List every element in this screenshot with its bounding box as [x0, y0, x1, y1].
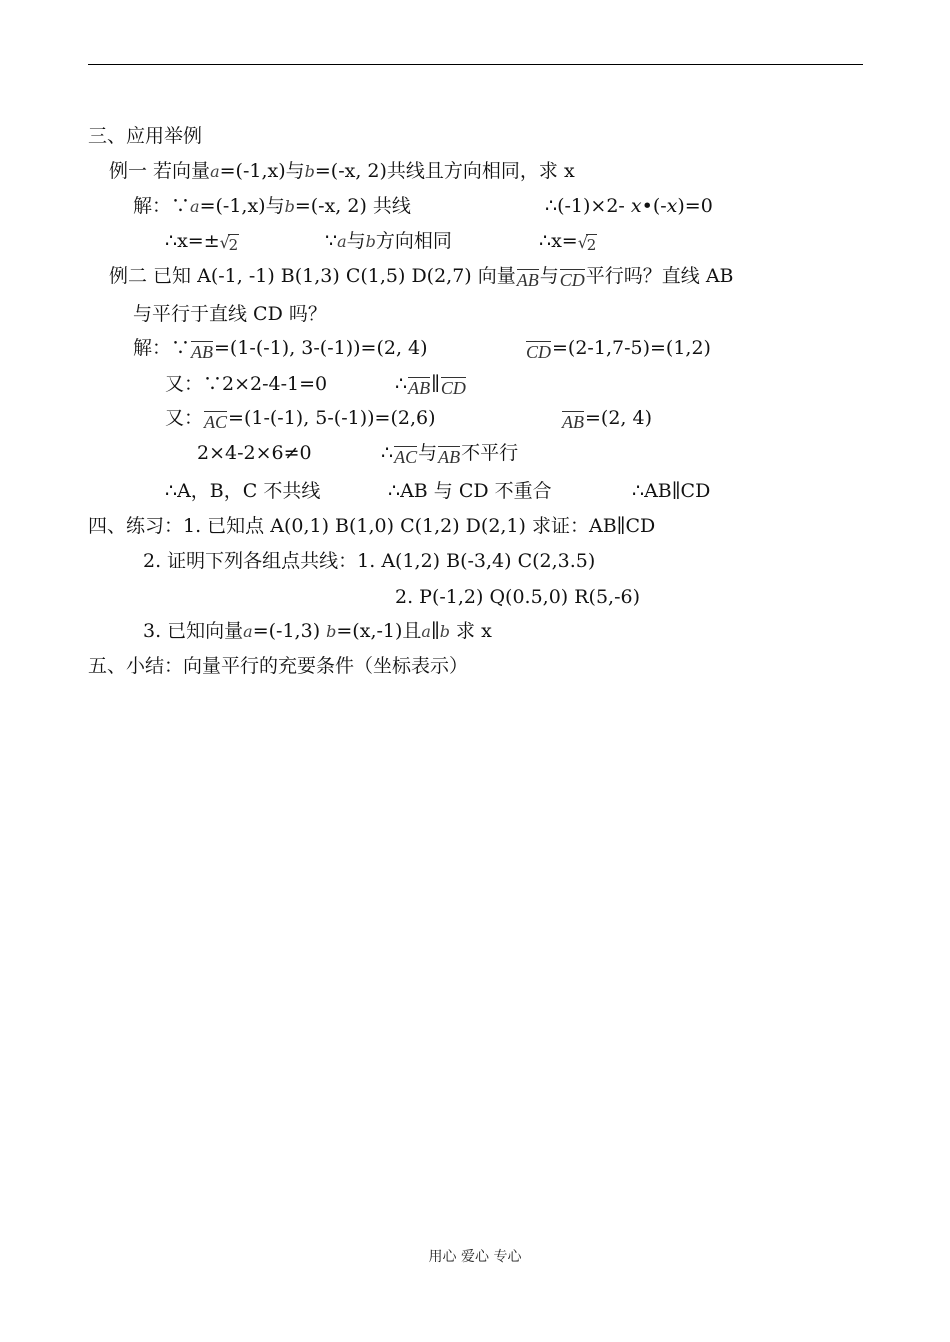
vector-CD: CD — [526, 342, 552, 362]
solution-2-and: 与 — [418, 442, 438, 464]
vector-CD: CD — [440, 378, 466, 398]
solution-1-because: 解：∵ — [133, 195, 191, 217]
example-1-label: 例一 — [109, 160, 148, 182]
example-1-solution-line-2a — [165, 229, 239, 254]
example-2-question — [109, 264, 734, 288]
conclusion-not-collinear: ∴A，B，C 不共线 — [165, 480, 321, 502]
vector-b: b — [304, 162, 315, 181]
section-5-title: 五、小结：向量平行的充要条件（坐标表示） — [88, 655, 469, 677]
solution-2-AB-value-2: =(2, 4) — [585, 407, 653, 429]
solution-1-collinear: =(-x, 2) 共线 — [294, 195, 411, 217]
exercise-1: 1. 已知点 A(0,1) B(1,0) C(1,2) D(2,1) 求证：AB∥CD — [183, 515, 656, 537]
page-footer: 用心 爱心 专心 — [428, 1249, 522, 1265]
example-2-conclusion-b — [388, 479, 552, 503]
solution-1-equation-mid: •(- — [641, 195, 667, 217]
solution-2-because: 解：∵ — [133, 337, 191, 359]
exercise-2-part-2: 2. P(-1,2) Q(0.5,0) R(5,-6) — [395, 586, 641, 608]
parallel-symbol: ∥ — [431, 373, 440, 395]
solution-2-also: 又： — [165, 407, 204, 429]
exercise-3-text-2: =(-1,3) — [252, 620, 327, 642]
example-2-conclusion-a — [165, 479, 320, 503]
solution-1-text: =(-1,x)与 — [199, 195, 285, 217]
variable-x: x — [666, 195, 678, 217]
solution-1-x-equals: ∴x= — [539, 230, 578, 252]
header-rule — [88, 64, 863, 65]
vector-a: a — [421, 622, 431, 641]
vector-a: a — [243, 622, 253, 641]
section-4-line-1 — [88, 514, 655, 538]
solution-2-AC-value: =(1-(-1), 5-(-1))=(2,6) — [228, 407, 436, 429]
vector-AB: AB — [562, 412, 584, 432]
example-1-text-2: =(-1,x)与 — [219, 160, 305, 182]
variable-x: x — [630, 195, 642, 217]
example-2-text-4: 与平行于直线 CD 吗？ — [133, 303, 327, 325]
conclusion-parallel: ∴AB∥CD — [632, 480, 711, 502]
section-4-line-3 — [395, 585, 640, 609]
example-2-solution-line-3-right — [561, 406, 652, 430]
solution-1-and: 与 — [346, 230, 366, 252]
vector-a: a — [190, 197, 200, 216]
vector-b: b — [365, 232, 376, 251]
section-5-heading — [88, 654, 468, 678]
example-1-text-1: 若向量 — [147, 160, 211, 182]
solution-1-x-plusminus: ∴x=± — [165, 230, 220, 252]
exercise-3-text-4: 求 x — [449, 620, 492, 642]
section-4-line-2 — [143, 549, 595, 573]
example-2-text-1: 已知 A(-1, -1) B(1,3) C(1,5) D(2,7) 向量 — [147, 265, 516, 287]
because-symbol: ∵ — [325, 230, 338, 252]
solution-2-check-2: 2×4-2×6≠0 — [197, 442, 312, 464]
section-4-line-4 — [143, 619, 492, 644]
example-2-conclusion-c — [632, 479, 710, 503]
vector-CD: CD — [559, 270, 585, 290]
exercise-2-part-1: 2. 证明下列各组点共线：1. A(1,2) B(-3,4) C(2,3.5) — [143, 550, 596, 572]
conclusion-not-coincident: ∴AB 与 CD 不重合 — [388, 480, 552, 502]
exercise-3-text-1: 3. 已知向量 — [143, 620, 244, 642]
vector-b: b — [284, 197, 295, 216]
vector-AC: AC — [204, 412, 228, 432]
solution-1-equation-end: )=0 — [677, 195, 713, 217]
example-1-solution-line-2c — [539, 229, 597, 254]
example-1-solution-line-1-right — [545, 194, 713, 218]
vector-AC: AC — [394, 447, 418, 467]
example-2-solution-line-4-right — [381, 441, 518, 465]
example-1-solution-line-2b — [325, 229, 452, 254]
vector-AB: AB — [408, 378, 431, 398]
vector-a: a — [210, 162, 220, 181]
example-1-solution-line-1-left — [133, 194, 411, 219]
section-3-heading — [88, 124, 202, 148]
exercise-3-text-3: =(x,-1)且 — [336, 620, 422, 642]
vector-AB: AB — [516, 270, 539, 290]
sqrt-2: √ 2 — [220, 233, 240, 257]
vector-AB: AB — [438, 447, 461, 467]
vector-b: b — [326, 622, 337, 641]
vector-a: a — [337, 232, 347, 251]
solution-2-check: 又：∵2×2-4-1=0 — [165, 373, 328, 395]
vector-b: b — [439, 622, 450, 641]
section-4-title: 四、练习： — [88, 515, 184, 537]
sqrt-2: √ 2 — [578, 233, 598, 257]
example-1-text-3: =(-x, 2)共线且方向相同，求 x — [314, 160, 575, 182]
example-2-label: 例二 — [109, 265, 148, 287]
solution-2-AB-value: =(1-(-1), 3-(-1))=(2, 4) — [214, 337, 428, 359]
solution-1-equation-start: ∴(-1)×2- — [545, 195, 631, 217]
example-2-solution-line-3 — [165, 406, 436, 430]
example-2-text-3: 平行吗？直线 AB — [585, 265, 734, 287]
solution-2-CD-value: =(2-1,7-5)=(1,2) — [552, 337, 711, 359]
example-2-solution-line-4 — [197, 441, 312, 465]
vector-AB: AB — [191, 342, 214, 362]
example-2-solution-line-2 — [165, 372, 327, 396]
example-2-solution-line-1-right — [525, 336, 711, 360]
example-2-solution-line-2-right — [395, 372, 467, 396]
example-2-text-2: 与 — [539, 265, 559, 287]
example-1-question — [109, 159, 575, 184]
therefore-symbol: ∴ — [395, 373, 408, 395]
therefore-symbol: ∴ — [381, 442, 394, 464]
example-2-question-line-2 — [133, 302, 327, 326]
example-2-solution-line-1 — [133, 336, 428, 360]
section-3-title: 三、应用举例 — [88, 125, 203, 147]
parallel-symbol: ∥ — [430, 620, 440, 642]
solution-1-same-direction: 方向相同 — [375, 230, 452, 252]
solution-2-not-parallel: 不平行 — [461, 442, 519, 464]
